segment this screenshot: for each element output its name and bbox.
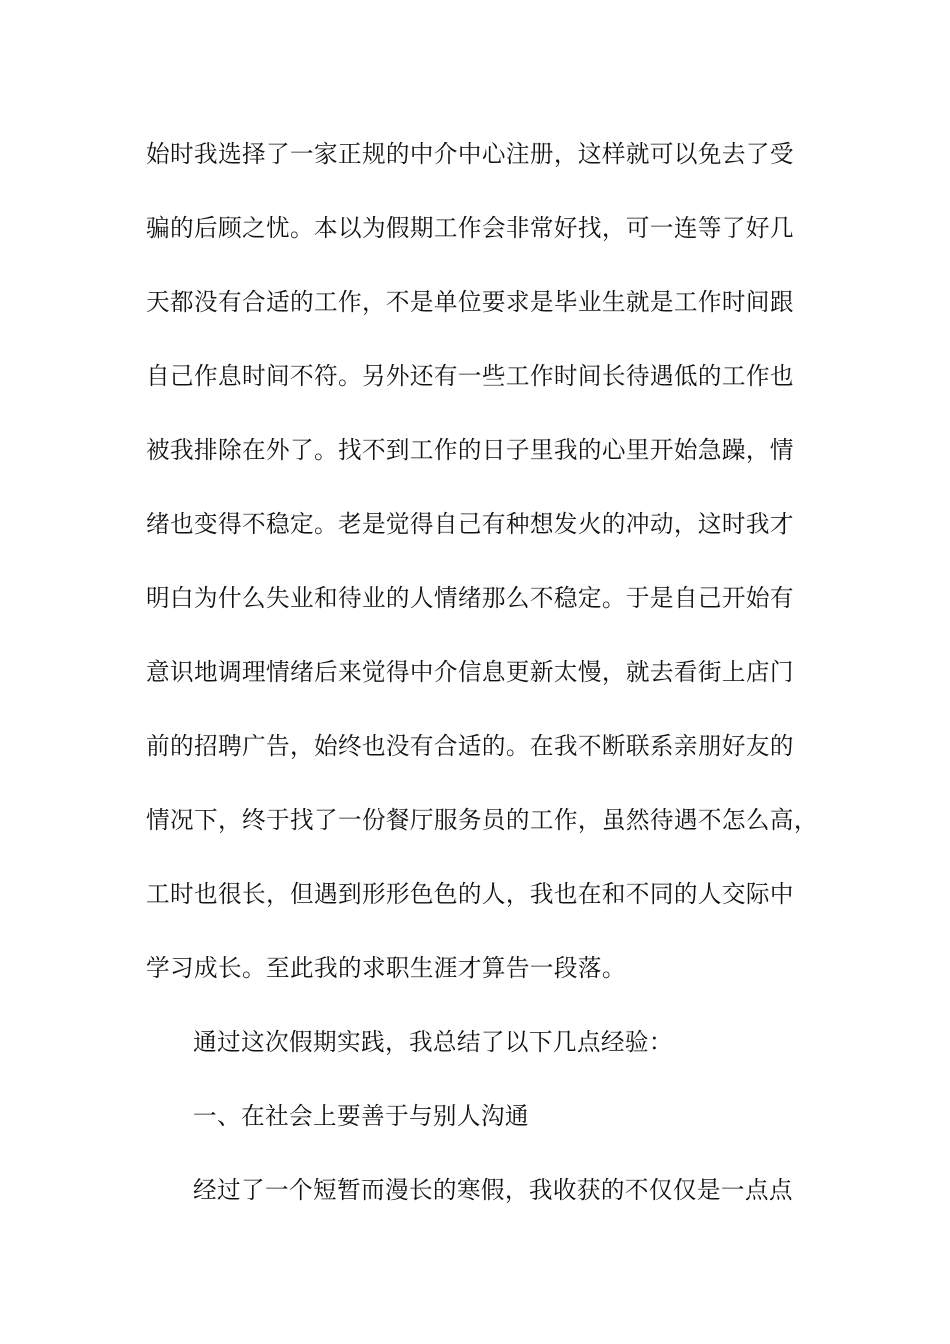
paragraph-line: 被我排除在外了。找不到工作的日子里我的心里开始急躁，情 <box>146 436 794 464</box>
paragraph-line: 自己作息时间不符。另外还有一些工作时间长待遇低的工作也 <box>146 362 794 390</box>
paragraph-line: 情况下，终于找了一份餐厅服务员的工作，虽然待遇不怎么高， <box>146 806 818 834</box>
paragraph-line: 骗的后顾之忧。本以为假期工作会非常好找，可一连等了好几 <box>146 214 794 242</box>
paragraph-line: 绪也变得不稳定。老是觉得自己有种想发火的冲动，这时我才 <box>146 510 794 538</box>
paragraph-line: 明白为什么失业和待业的人情绪那么不稳定。于是自己开始有 <box>146 584 794 612</box>
paragraph-line: 通过这次假期实践，我总结了以下几点经验： <box>193 1028 673 1056</box>
paragraph-line: 天都没有合适的工作，不是单位要求是毕业生就是工作时间跟 <box>146 288 794 316</box>
paragraph-line: 经过了一个短暂而漫长的寒假，我收获的不仅仅是一点点 <box>193 1176 793 1204</box>
paragraph-line: 工时也很长，但遇到形形色色的人，我也在和不同的人交际中 <box>146 880 794 908</box>
paragraph-line: 始时我选择了一家正规的中介中心注册，这样就可以免去了受 <box>146 140 794 168</box>
paragraph-line: 意识地调理情绪后来觉得中介信息更新太慢，就去看街上店门 <box>146 658 794 686</box>
paragraph-line: 前的招聘广告，始终也没有合适的。在我不断联系亲朋好友的 <box>146 732 794 760</box>
paragraph-line: 学习成长。至此我的求职生涯才算告一段落。 <box>146 954 626 982</box>
section-heading: 一、在社会上要善于与别人沟通 <box>193 1102 529 1130</box>
